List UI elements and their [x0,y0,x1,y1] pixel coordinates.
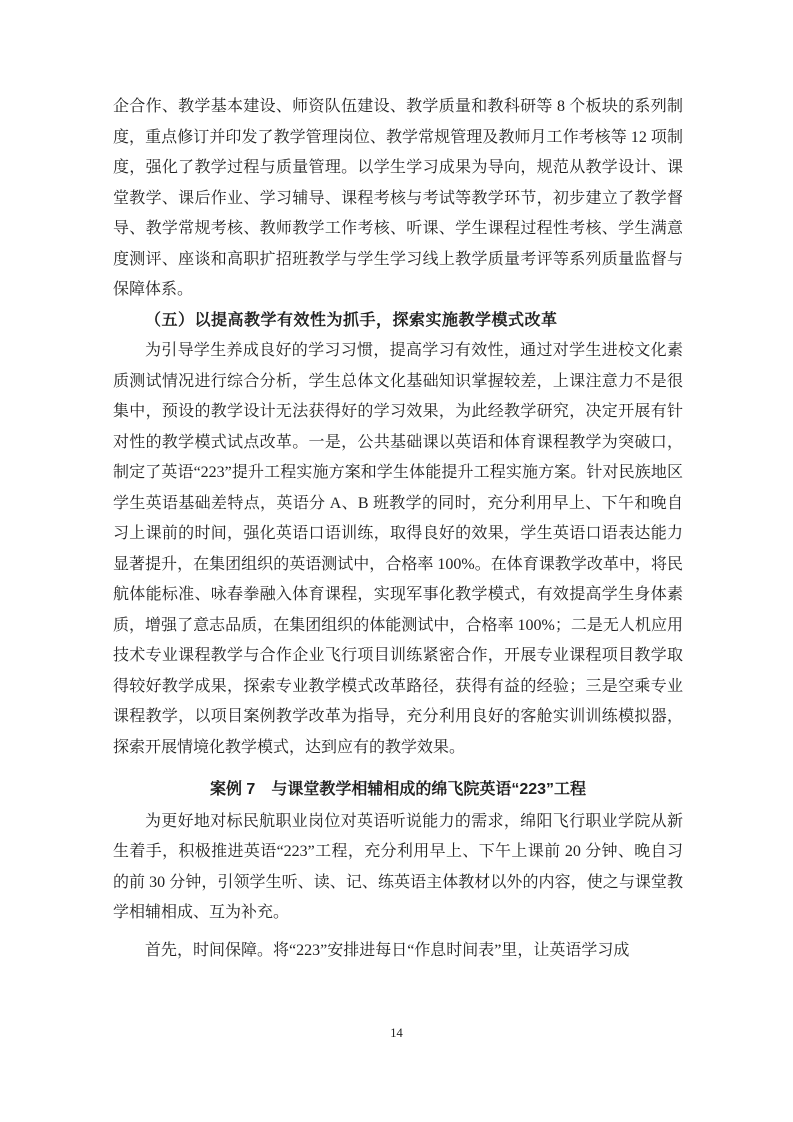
page-number: 14 [390,1026,403,1040]
case-study-heading: 案例 7 与课堂教学相辅相成的绵飞院英语“223”工程 [209,781,587,798]
paragraph-case-intro: 为更好地对标民航职业岗位对英语听说能力的需求，绵阳飞行职业学院从新生着手，积极推进英语“223”工程，充分利用早上、下午上课前 20 分钟、晚自习的前 30 分钟，引领学生听、读、记、练英语主体教材以外的内容，使之与课堂教学相辅相成、互为补充。 [113,812,683,921]
paragraph-case-first-point: 首先，时间保障。将“223”安排进每日“作息时间表”里，让英语学习成 [145,941,630,959]
section-heading-5: （五）以提高教学有效性为抓手，探索实施教学模式改革 [145,311,558,329]
paragraph-teaching-reform: 为引导学生养成良好的学习习惯，提高学习有效性，通过对学生进校文化素质测试情况进行综合分析，学生总体文化基础知识掌握较差，上课注意力不是很集中，预设的教学设计无法获得好的学习效果，为此经教学研究，决定开展有针对性的教学模式试点改革。一是，公共基础课以英语和体育课程教学为突破口，制定了英语“223”提升工程实施方案和学生体能提升工程实施方案。针对民族地区学生英语基础差特点，英语分 A、B 班教学的同时，充分利用早上、下午和晚自习上课前的时间，强化英语口语训练，取得良好的效果，学生英语口语表达能力显著提升，在集团组织的英语测试中，合格率 100%。在体育课教学改革中，将民航体能标准、咏春拳融入体育课程，实现军事化教学模式，有效提高学生身体素质，增强了意志品质，在集团组织的体能测试中，合格率 100%；二是无人机应用技术专业课程教学与合作企业飞行项目训练紧密合作，开展专业课程项目教学取得较好教学成果，探索专业教学模式改革路径，获得有益的经验；三是空乘专业课程教学，以项目案例教学改革为指导，充分利用良好的客舱实训训练模拟器，探索开展情境化教学模式，达到应有的教学效果。 [113,342,683,756]
page-content [113,92,683,966]
paragraph-continuation: 企合作、教学基本建设、师资队伍建设、教学质量和教科研等 8 个板块的系列制度，重点修订并印发了教学管理岗位、教学常规管理及教师月工作考核等 12 项制度，强化了教学过程与质量管理。以学生学习成果为导向，规范从教学设计、课堂教学、课后作业、学习辅导、课程考核与考试等教学环节，初步建立了教学督导、教学常规考核、教师教学工作考核、听课、学生课程过程性考核、学生满意度测评、座谈和高职扩招班教学与学生学习线上教学质量考评等系列质量监督与保障体系。 [113,98,683,298]
